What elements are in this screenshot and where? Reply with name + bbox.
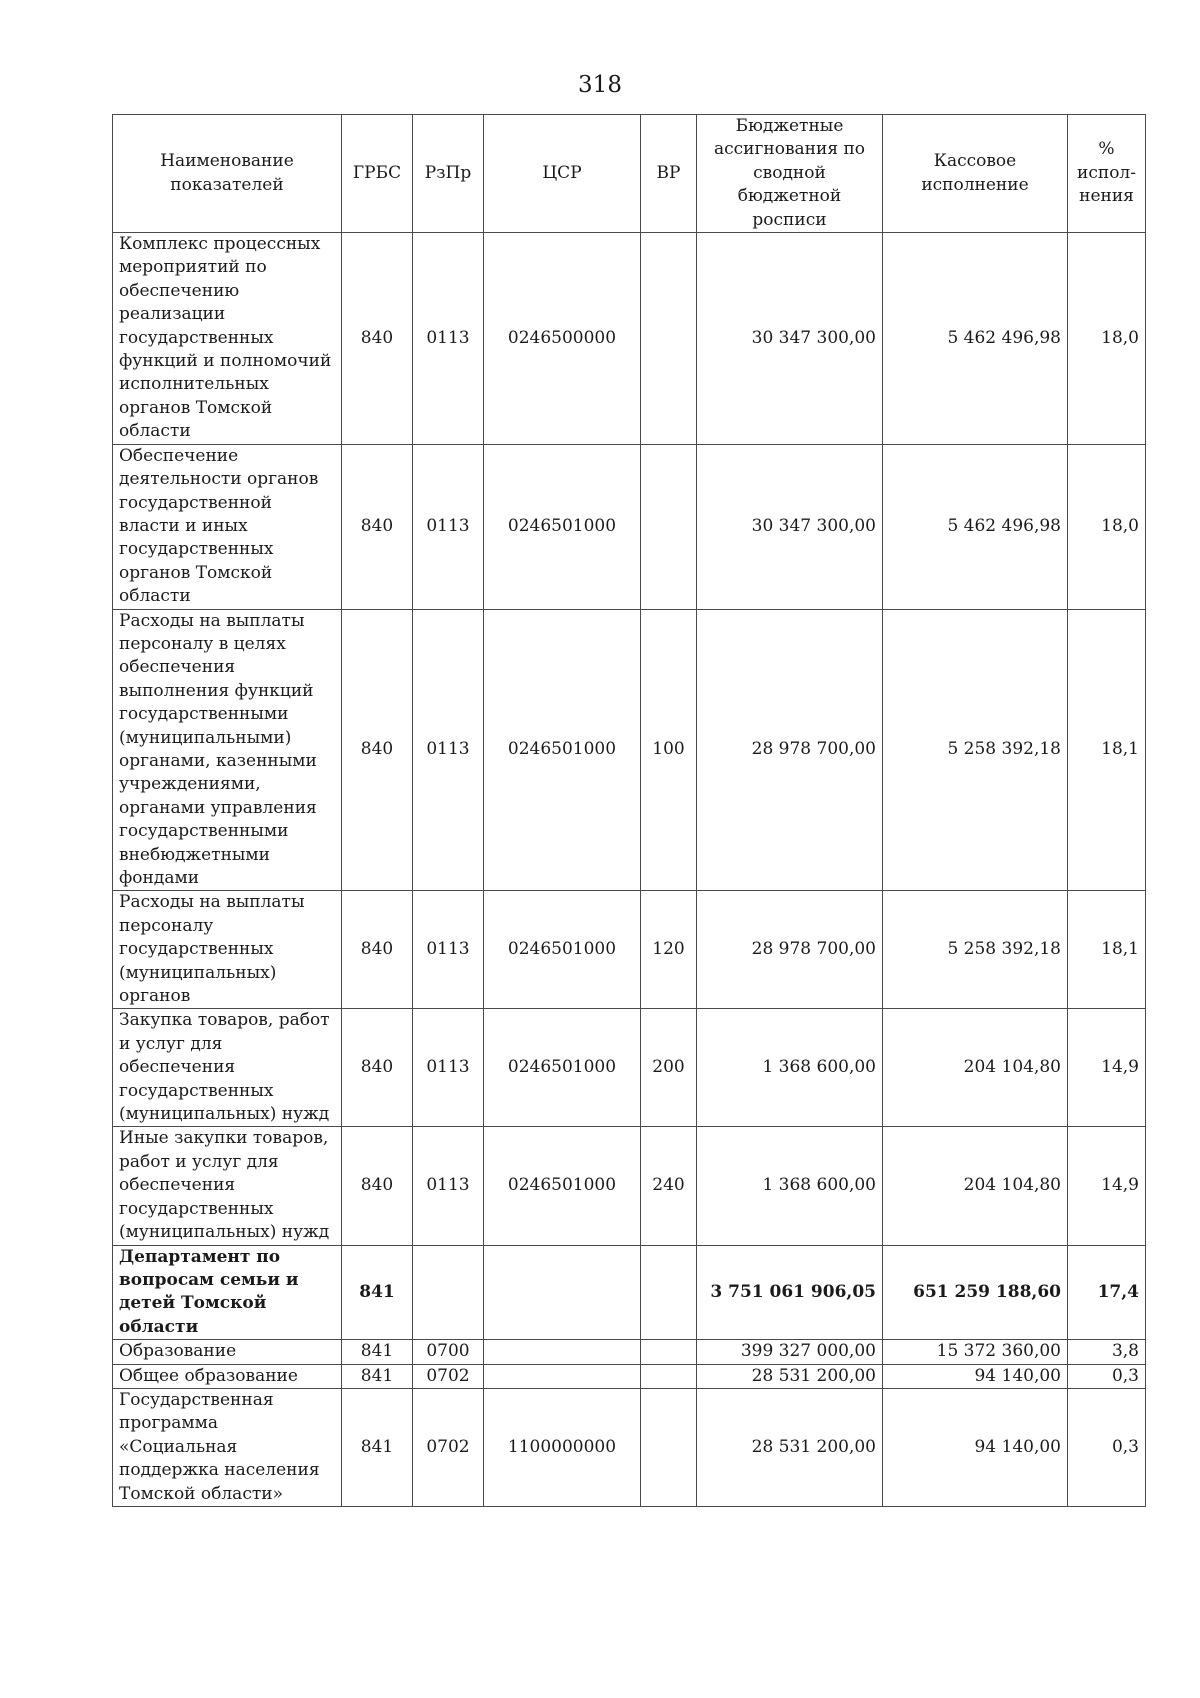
cell-vr [641, 1245, 697, 1340]
cell-rzpr: 0113 [413, 444, 484, 609]
cell-csr [484, 1245, 641, 1340]
table-row [113, 1340, 1146, 1364]
cell-csr: 0246501000 [484, 444, 641, 609]
cell-rzpr: 0113 [413, 891, 484, 1009]
cell-vr [641, 233, 697, 445]
cell-name: Обеспечение деятельности органов государственной власти и иных государственных органов Томской области [113, 444, 342, 609]
cell-name: Расходы на выплаты персоналу государственных (муниципальных) органов [113, 891, 342, 1009]
cell-rzpr: 0113 [413, 233, 484, 445]
header-cash: Кассовое исполнение [883, 115, 1068, 233]
cell-pct: 0,3 [1068, 1364, 1146, 1388]
cell-budget: 1 368 600,00 [697, 1127, 883, 1245]
cell-csr: 1100000000 [484, 1388, 641, 1506]
cell-grbs: 840 [342, 1127, 413, 1245]
cell-budget: 399 327 000,00 [697, 1340, 883, 1364]
cell-budget: 30 347 300,00 [697, 444, 883, 609]
cell-pct: 18,0 [1068, 444, 1146, 609]
cell-budget: 28 531 200,00 [697, 1364, 883, 1388]
cell-csr: 0246500000 [484, 233, 641, 445]
cell-vr [641, 1388, 697, 1506]
cell-vr: 100 [641, 609, 697, 891]
table-row [113, 891, 1146, 1009]
cell-grbs: 840 [342, 891, 413, 1009]
cell-csr: 0246501000 [484, 1009, 641, 1127]
cell-grbs: 841 [342, 1245, 413, 1340]
cell-budget: 3 751 061 906,05 [697, 1245, 883, 1340]
cell-pct: 0,3 [1068, 1388, 1146, 1506]
cell-csr: 0246501000 [484, 609, 641, 891]
cell-name: Комплекс процессных мероприятий по обеспечению реализации государственных функций и полномочий исполнительных органов Томской области [113, 233, 342, 445]
cell-vr: 200 [641, 1009, 697, 1127]
cell-name: Иные закупки товаров, работ и услуг для обеспечения государственных (муниципальных) нужд [113, 1127, 342, 1245]
cell-budget: 28 978 700,00 [697, 609, 883, 891]
cell-vr [641, 1340, 697, 1364]
cell-pct: 18,1 [1068, 609, 1146, 891]
header-csr: ЦСР [484, 115, 641, 233]
cell-cash: 94 140,00 [883, 1364, 1068, 1388]
table-header-row [113, 115, 1146, 233]
cell-rzpr: 0700 [413, 1340, 484, 1364]
cell-name: Расходы на выплаты персоналу в целях обеспечения выполнения функций государственными (муниципальными) органами, казенными учреждениями, органами управления государственными внебюджетными фондами [113, 609, 342, 891]
cell-name: Закупка товаров, работ и услуг для обеспечения государственных (муниципальных) нужд [113, 1009, 342, 1127]
header-name: Наименование показателей [113, 115, 342, 233]
page-number: 318 [578, 72, 622, 98]
cell-budget: 1 368 600,00 [697, 1009, 883, 1127]
cell-name: Общее образование [113, 1364, 342, 1388]
cell-grbs: 841 [342, 1388, 413, 1506]
cell-grbs: 841 [342, 1340, 413, 1364]
cell-rzpr: 0113 [413, 609, 484, 891]
table-row [113, 1388, 1146, 1506]
cell-cash: 651 259 188,60 [883, 1245, 1068, 1340]
cell-vr: 240 [641, 1127, 697, 1245]
cell-cash: 94 140,00 [883, 1388, 1068, 1506]
cell-cash: 15 372 360,00 [883, 1340, 1068, 1364]
cell-vr: 120 [641, 891, 697, 1009]
cell-grbs: 840 [342, 1009, 413, 1127]
header-rzpr: РзПр [413, 115, 484, 233]
cell-csr: 0246501000 [484, 1127, 641, 1245]
cell-cash: 5 258 392,18 [883, 891, 1068, 1009]
cell-vr [641, 1364, 697, 1388]
cell-vr [641, 444, 697, 609]
cell-csr [484, 1364, 641, 1388]
cell-pct: 14,9 [1068, 1127, 1146, 1245]
cell-grbs: 840 [342, 609, 413, 891]
cell-cash: 5 462 496,98 [883, 444, 1068, 609]
cell-budget: 28 978 700,00 [697, 891, 883, 1009]
table-row [113, 1364, 1146, 1388]
cell-name: Государственная программа «Социальная поддержка населения Томской области» [113, 1388, 342, 1506]
header-grbs: ГРБС [342, 115, 413, 233]
cell-budget: 28 531 200,00 [697, 1388, 883, 1506]
cell-rzpr: 0113 [413, 1127, 484, 1245]
cell-name: Образование [113, 1340, 342, 1364]
cell-grbs: 840 [342, 444, 413, 609]
cell-rzpr: 0702 [413, 1364, 484, 1388]
cell-pct: 3,8 [1068, 1340, 1146, 1364]
cell-rzpr: 0702 [413, 1388, 484, 1506]
cell-pct: 17,4 [1068, 1245, 1146, 1340]
cell-pct: 18,0 [1068, 233, 1146, 445]
table-row [113, 233, 1146, 445]
header-budget: Бюджетные ассигнования по сводной бюджетной росписи [697, 115, 883, 233]
cell-cash: 5 462 496,98 [883, 233, 1068, 445]
cell-rzpr: 0113 [413, 1009, 484, 1127]
cell-rzpr [413, 1245, 484, 1340]
budget-table [112, 114, 1146, 1507]
cell-name: Департамент по вопросам семьи и детей Томской области [113, 1245, 342, 1340]
header-pct: % испол-нения [1068, 115, 1146, 233]
table-row [113, 1009, 1146, 1127]
table-row [113, 444, 1146, 609]
cell-pct: 18,1 [1068, 891, 1146, 1009]
table-row [113, 609, 1146, 891]
cell-csr: 0246501000 [484, 891, 641, 1009]
cell-grbs: 841 [342, 1364, 413, 1388]
table-row [113, 1245, 1146, 1340]
table-row [113, 1127, 1146, 1245]
cell-csr [484, 1340, 641, 1364]
cell-cash: 5 258 392,18 [883, 609, 1068, 891]
cell-cash: 204 104,80 [883, 1127, 1068, 1245]
cell-pct: 14,9 [1068, 1009, 1146, 1127]
header-vr: ВР [641, 115, 697, 233]
cell-grbs: 840 [342, 233, 413, 445]
cell-budget: 30 347 300,00 [697, 233, 883, 445]
cell-cash: 204 104,80 [883, 1009, 1068, 1127]
